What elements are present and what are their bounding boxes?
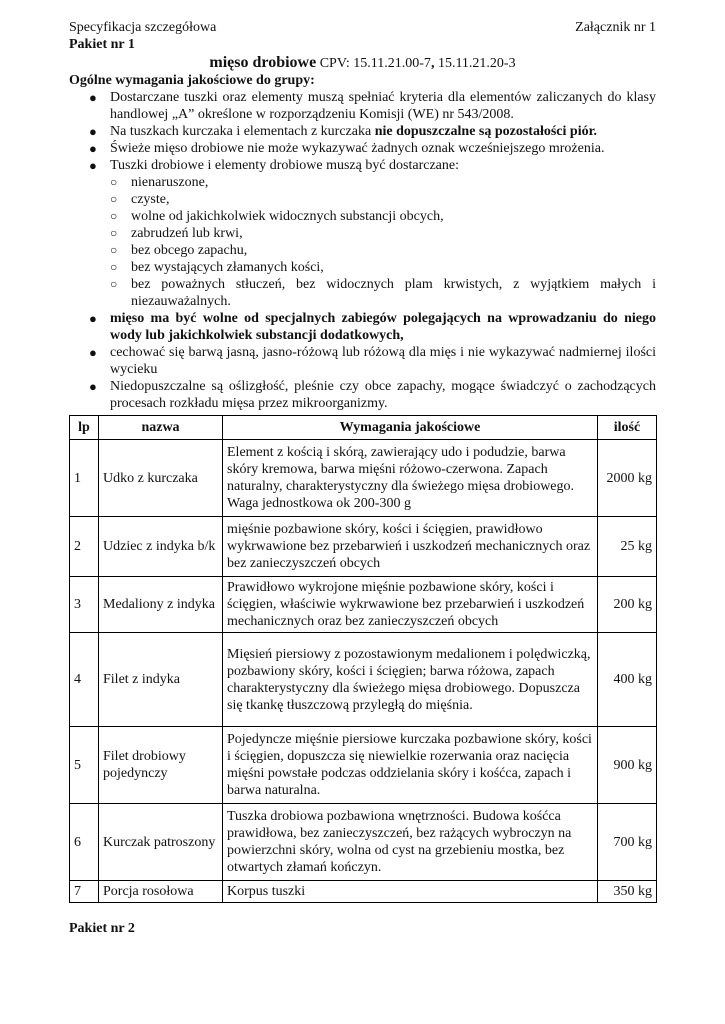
- requirement-text: Na tuszkach kurczaka i elementach z kurczaka: [110, 124, 375, 139]
- requirements-list: [69, 89, 656, 412]
- general-requirements-heading: Ogólne wymagania jakościowe do grupy:: [69, 73, 315, 88]
- cell-quantity: 2000 kg: [598, 440, 657, 517]
- sublist-item: [110, 242, 656, 259]
- pakiet-2-heading: Pakiet nr 2: [69, 921, 135, 936]
- specification-table: [69, 415, 657, 903]
- cell-lp: 2: [70, 517, 99, 577]
- sublist-item: [110, 174, 656, 191]
- cell-requirements: mięśnie pozbawione skóry, kości i ścięgien, prawidłowo wykrwawione bez przebarwień i uszkodzeń mechanicznych oraz bez zanieczyszczeń obcych: [223, 517, 598, 577]
- header-quantity: ilość: [598, 416, 657, 440]
- section-title: [69, 54, 656, 72]
- requirement-text: cechować się barwą jasną, jasno-różową lub różową dla mięs i nie wykazywać nadmiernej ilości wycieku: [110, 345, 656, 377]
- circle-bullet-icon: ○: [110, 243, 118, 257]
- cell-name: Udko z kurczaka: [99, 440, 223, 517]
- cell-requirements: Prawidłowo wykrojone mięśnie pozbawione skóry, kości i ścięgien, właściwie wykrwawione bez przebarwień i uszkodzeń mechanicznych oraz bez zanieczyszczeń obcych: [223, 577, 598, 633]
- cell-name: Filet drobiowy pojedynczy: [99, 727, 223, 804]
- sublist-text: czyste,: [131, 192, 170, 207]
- requirement-text: Tuszki drobiowe i elementy drobiowe muszą być dostarczane:: [110, 158, 460, 173]
- cell-requirements: Mięsień piersiowy z pozostawionym medalionem i polędwiczką, pozbawiony skóry, kości i ścięgien; barwa różowa, zapach charakterystyczny dla świeżego mięsa drobiowego. Dopuszcza się tkankę tłuszczową przyległą do mięśnia.: [223, 633, 598, 727]
- circle-bullet-icon: ○: [110, 260, 118, 274]
- table-header-row: [70, 416, 657, 440]
- sublist-text: bez poważnych stłuczeń, bez widocznych plam krwistych, z wyjątkiem małych i niezauważalnych.: [131, 277, 656, 309]
- cell-quantity: 350 kg: [598, 881, 657, 903]
- sublist-item: [110, 225, 656, 242]
- cell-quantity: 25 kg: [598, 517, 657, 577]
- bullet-icon: ●: [89, 311, 97, 326]
- sublist-text: zabrudzeń lub krwi,: [131, 226, 243, 241]
- cell-lp: 5: [70, 727, 99, 804]
- sublist-text: bez obcego zapachu,: [131, 243, 248, 258]
- cell-requirements: Element z kością i skórą, zawierający udo i podudzie, barwa skóry kremowa, barwa mięśni różowo-czerwona. Zapach naturalny, charakterystyczny dla świeżego mięsa drobiowego. Waga jednostkowa ok 200-300 g: [223, 440, 598, 517]
- table-row: [70, 881, 657, 903]
- requirement-item: [69, 123, 656, 140]
- sublist: [110, 174, 656, 310]
- table-row: [70, 727, 657, 804]
- cell-quantity: 700 kg: [598, 804, 657, 881]
- cell-name: Medaliony z indyka: [99, 577, 223, 633]
- document-page: [69, 19, 656, 937]
- attachment-label: Załącznik nr 1: [575, 20, 656, 35]
- sublist-text: wolne od jakichkolwiek widocznych substancji obcych,: [131, 209, 444, 224]
- circle-bullet-icon: ○: [110, 209, 118, 223]
- sublist-item: [110, 259, 656, 276]
- requirement-item: [69, 344, 656, 378]
- requirement-text: mięso ma być wolne od specjalnych zabiegów polegających na wprowadzaniu do niego wody lub jakichkolwiek substancji dodatkowych,: [110, 311, 656, 343]
- header-name: nazwa: [99, 416, 223, 440]
- sublist-item: [110, 276, 656, 310]
- table-row: [70, 633, 657, 727]
- bullet-icon: ●: [89, 158, 97, 173]
- requirement-item: [69, 89, 656, 123]
- cell-name: Udziec z indyka b/k: [99, 517, 223, 577]
- sublist-text: bez wystających złamanych kości,: [131, 260, 324, 275]
- requirement-text-bold: nie dopuszczalne są pozostałości piór.: [374, 124, 598, 139]
- document-header: [69, 19, 656, 36]
- cell-name: Filet z indyka: [99, 633, 223, 727]
- circle-bullet-icon: ○: [110, 192, 118, 206]
- sublist-item: [110, 208, 656, 225]
- table-row: [70, 440, 657, 517]
- table-row: [70, 804, 657, 881]
- cell-lp: 3: [70, 577, 99, 633]
- requirement-item: [69, 140, 656, 157]
- circle-bullet-icon: ○: [110, 277, 118, 291]
- requirement-text: Niedopuszczalne są oślizgłość, pleśnie czy obce zapachy, mogące świadczyć o zachodzących procesach rozkładu mięsa przez mikroorganizmy.: [110, 379, 656, 411]
- circle-bullet-icon: ○: [110, 175, 118, 189]
- cell-requirements: Tuszka drobiowa pozbawiona wnętrzności. Budowa kośćca prawidłowa, bez zanieczyszczeń, bez rażących wybroczyn na powierzchni skóry, wolna od cyst na grzebieniu mostka, bez otwartych złamań kończyn.: [223, 804, 598, 881]
- cell-requirements: Pojedyncze mięśnie piersiowe kurczaka pozbawione skóry, kości i ścięgien, dopuszcza się niewielkie rozerwania oraz nacięcia mięśni powstałe podczas oddzielania skóry i kośćca, zapach i barwa naturalna.: [223, 727, 598, 804]
- requirement-text: Dostarczane tuszki oraz elementy muszą spełniać kryteria dla elementów zaliczanych do klasy handlowej „A” określone w rozporządzeniu Komisji (WE) nr 543/2008.: [110, 90, 656, 122]
- bullet-icon: ●: [89, 124, 97, 139]
- cpv-first: CPV: 15.11.21.00-7: [319, 56, 431, 71]
- bullet-icon: ●: [89, 345, 97, 360]
- requirement-item: [69, 157, 656, 310]
- cell-quantity: 900 kg: [598, 727, 657, 804]
- cell-lp: 4: [70, 633, 99, 727]
- bullet-icon: ●: [89, 90, 97, 105]
- table-row: [70, 517, 657, 577]
- cell-requirements: Korpus tuszki: [223, 881, 598, 903]
- bullet-icon: ●: [89, 379, 97, 394]
- sublist-item: [110, 191, 656, 208]
- cell-quantity: 200 kg: [598, 577, 657, 633]
- cell-name: Kurczak patroszony: [99, 804, 223, 881]
- bullet-icon: ●: [89, 141, 97, 156]
- spec-title: Specyfikacja szczegółowa: [69, 20, 217, 35]
- sublist-text: nienaruszone,: [131, 175, 209, 190]
- header-lp: lp: [70, 416, 99, 440]
- requirement-item: [69, 378, 656, 412]
- requirement-item: [69, 310, 656, 344]
- pakiet-1-heading: Pakiet nr 1: [69, 37, 135, 52]
- cpv-codes: [320, 56, 516, 71]
- circle-bullet-icon: ○: [110, 226, 118, 240]
- cell-lp: 1: [70, 440, 99, 517]
- section-title-main: mięso drobiowe: [209, 54, 317, 71]
- cell-lp: 7: [70, 881, 99, 903]
- header-requirements: Wymagania jakościowe: [223, 416, 598, 440]
- cpv-comma: ,: [430, 56, 435, 71]
- cell-name: Porcja rosołowa: [99, 881, 223, 903]
- cell-quantity: 400 kg: [598, 633, 657, 727]
- cpv-second: 15.11.21.20-3: [434, 56, 516, 71]
- requirement-text: Świeże mięso drobiowe nie może wykazywać żadnych oznak wcześniejszego mrożenia.: [110, 141, 605, 156]
- table-row: [70, 577, 657, 633]
- cell-lp: 6: [70, 804, 99, 881]
